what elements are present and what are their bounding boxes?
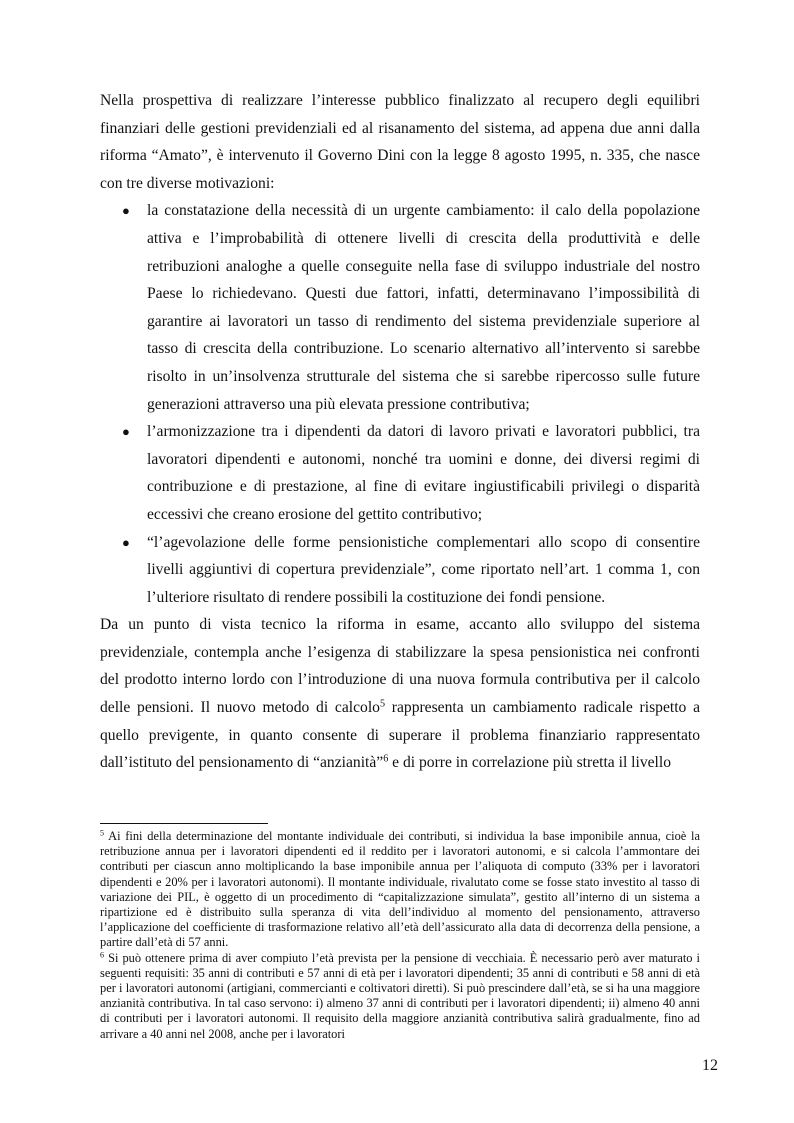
list-item-text: “l’agevolazione delle forme pensionistiche complementari allo scopo di consentire livelli aggiuntivi di copertura previdenziale”, come riportato nell’art. 1 comma 1, con l’ulteriore risultato di rendere possibili la costituzione dei fondi pensione. [147,533,700,606]
list-item [100,418,700,528]
closing-text-2: rappresenta un cambiamento radicale rispetto a quello previgente, in quanto consente di superare il problema finanziario rappresentato dall’istituto del pensionamento di “anzianità” [100,699,700,772]
bullet-icon: ● [122,203,130,219]
footnote-mark: 5 [100,828,105,838]
footnote-text: Ai fini della determinazione del montante individuale dei contributi, si individua la base imponibile annua, cioè la retribuzione annua per i lavoratori dipendenti ed il reddito per i lavoratori autonomi, e si calcola l’ammontare dei contributi per ciascun anno moltiplicando la base imponibile annua per l’aliquota di computo (33% per i lavoratori dipendenti e 20% per i lavoratori autonomi). Il montante individuale, rivalutato come se fosse stato investito al tasso di variazione dei PIL, è oggetto di un procedimento di “capitalizzazione simulata”, gestito all’interno di un sistema a ripartizione ed è distribuito sulla speranza di vita dell’individuo al momento del pensionamento, attraverso l’applicazione del coefficiente di trasformazione relativo all’età dell’assicurato alla data di decorrenza della pensione, a partire dall’età di 57 anni. [100,829,700,950]
footnote-reference[interactable]: 5 [379,698,386,710]
closing-text-1: Da un punto di vista tecnico la riforma in esame, accanto allo sviluppo del sistema previdenziale, contempla anche l’esigenza di stabilizzare la spesa pensionistica nei confronti del prodotto interno lordo con l’introduzione di una nuova formula contributiva per il calcolo delle pensioni. Il nuovo metodo di calcolo [100,616,700,717]
list-item-text: la constatazione della necessità di un urgente cambiamento: il calo della popolazione attiva e l’improbabilità di ottenere livelli di crescita della produttività e delle retribuzioni analoghe a quelle conseguite nella fase di sviluppo industriale del nostro Paese lo richiedevano. Questi due fattori, infatti, determinavano l’impossibilità di garantire ai lavoratori un tasso di rendimento del sistema previdenziale superiore al tasso di crescita della contribuzione. Lo scenario alternativo all’intervento si sarebbe risolto in un’insolvenza strutturale del sistema che si sarebbe ripercosso sulle future generazioni attraverso una più elevata pressione contributiva; [147,202,700,413]
footnote-text: Si può ottenere prima di aver compiuto l’età prevista per la pensione di vecchiaia. È necessario però aver maturato i seguenti requisiti: 35 anni di contributi e 57 anni di età per i lavoratori dipendenti; 35 anni di contributi e 58 anni di età per i lavoratori autonomi (artigiani, commercianti e coltivatori diretti). Si può prescindere dall’età, se si ha una maggiore anzianità contributiva. In tal caso servono: i) almeno 37 anni di contributi per i lavoratori dipendenti; ii) almeno 40 anni di contributi per i lavoratori autonomi. Il requisito della maggiore anzianità contributiva salirà gradualmente, fino ad arrivare a 40 anni nel 2008, anche per i lavoratori [100,950,700,1041]
main-text [100,87,700,777]
footnote [100,951,700,1042]
page-number: 12 [702,1057,718,1074]
footnote [100,829,700,951]
motivations-list [100,197,700,611]
footnote-mark: 6 [100,950,105,960]
closing-paragraph [100,611,700,777]
footnote-reference[interactable]: 6 [383,753,389,765]
footnotes [100,829,700,1042]
intro-paragraph: Nella prospettiva di realizzare l’interesse pubblico finalizzato al recupero degli equilibri finanziari delle gestioni previdenziali ed al risanamento del sistema, ad appena due anni dalla riforma “Amato”, è intervenuto il Governo Dini con la legge 8 agosto 1995, n. 335, che nasce con tre diverse motivazioni: [100,92,700,192]
bullet-icon: ● [122,534,130,550]
list-item [100,529,700,612]
closing-text-3: e di porre in correlazione più stretta il livello [388,754,672,772]
footnote-divider [100,823,268,824]
bullet-icon: ● [122,424,130,440]
list-item [100,197,700,418]
list-item-text: l’armonizzazione tra i dipendenti da datori di lavoro privati e lavoratori pubblici, tra lavoratori dipendenti e autonomi, nonché tra uomini e donne, dei diversi regimi di contribuzione e di prestazione, al fine di evitare ingiustificabili privilegi o disparità eccessivi che creano erosione del gettito contributivo; [147,423,700,523]
